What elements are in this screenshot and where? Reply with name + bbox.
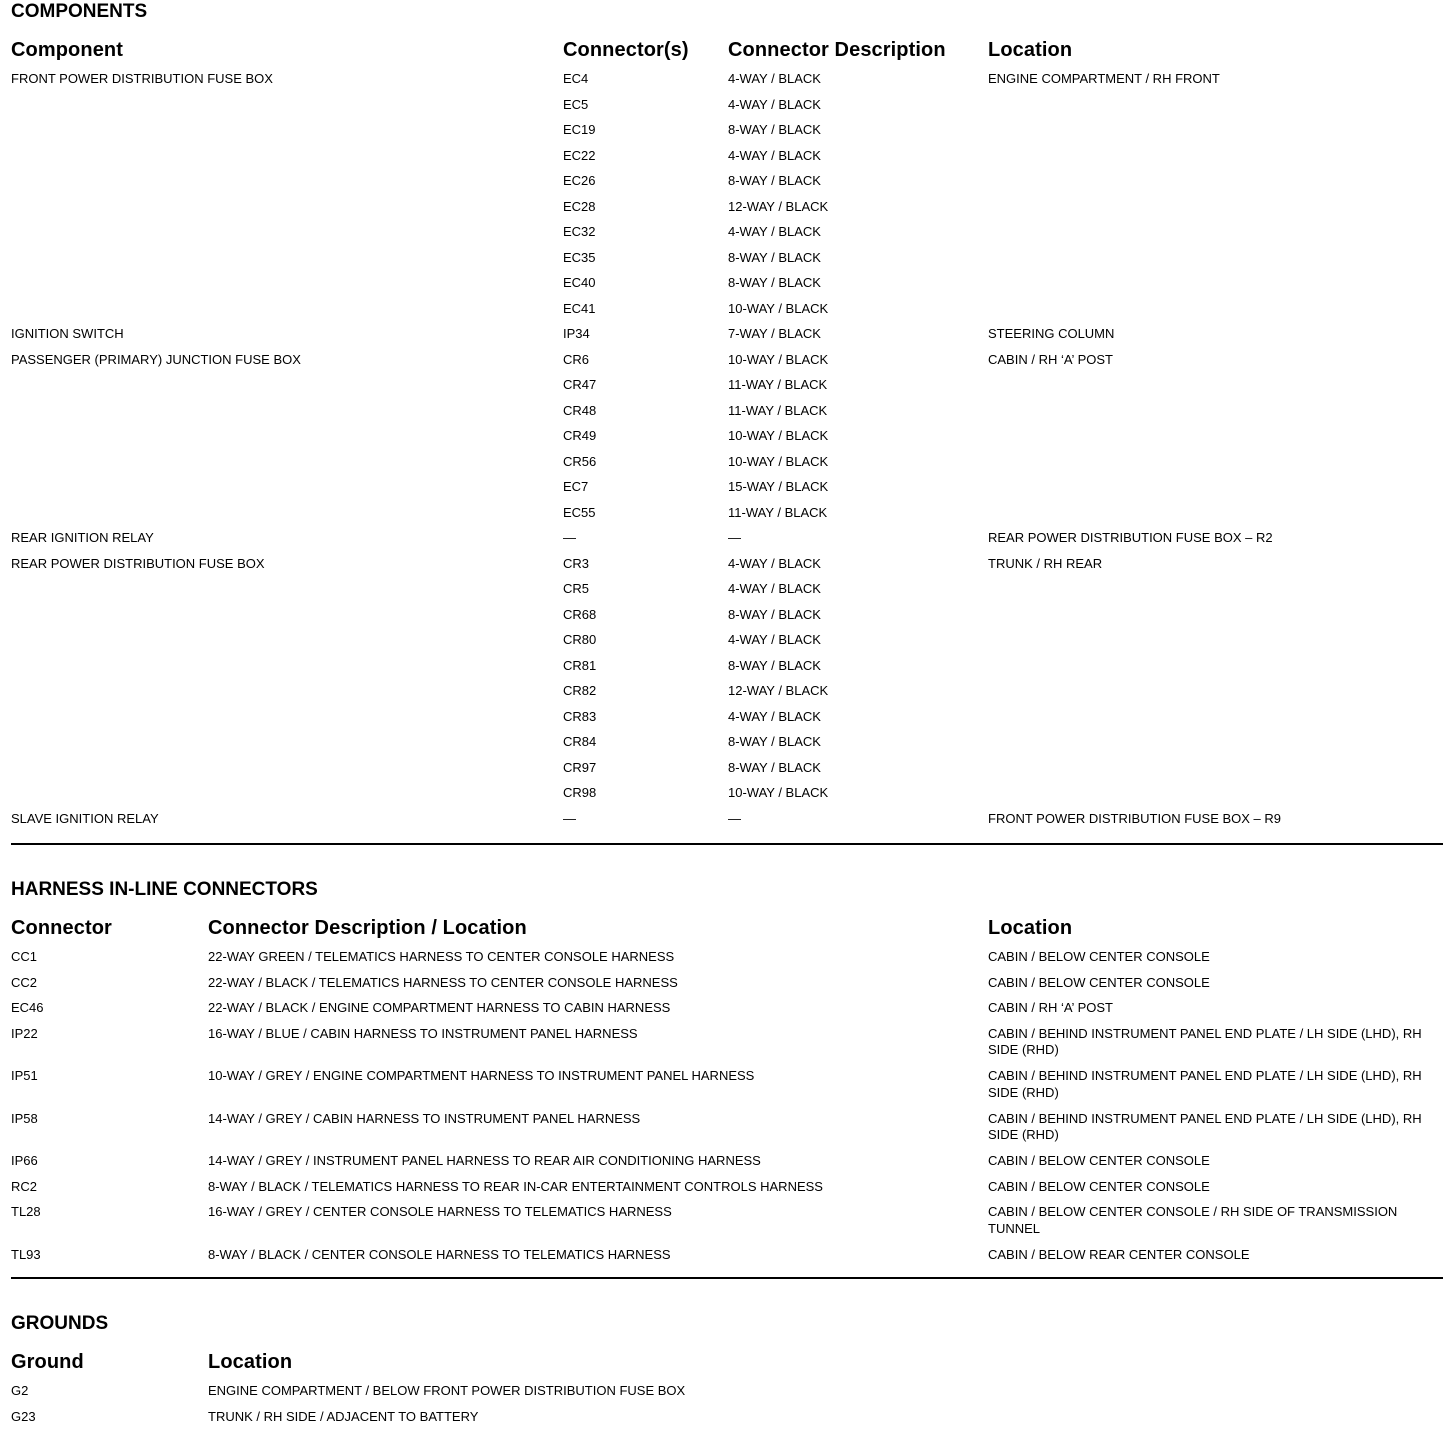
table-row [11,97,1443,123]
connector-id-cell: CR80 [563,632,597,647]
harness-title: HARNESS IN-LINE CONNECTORS [11,879,318,900]
connector-description-cell: 22-WAY / BLACK / TELEMATICS HARNESS TO CENTER CONSOLE HARNESS [208,974,678,990]
connector-id-cell: EC4 [563,71,589,86]
connector-description-cell: 4-WAY / BLACK [728,71,821,86]
table-row [11,1026,1443,1069]
components-header-connector-description: Connector Description [728,39,946,61]
connector-id-cell: — [563,530,576,545]
components-section [11,1,1443,836]
connector-description-cell: 8-WAY / BLACK [728,122,821,137]
grounds-section [11,1313,1443,1434]
connector-description-cell: 8-WAY / BLACK [728,657,821,673]
connector-id-cell: EC32 [563,224,596,239]
table-row [11,1179,1443,1205]
table-row [11,403,1443,429]
table-row [11,658,1443,684]
components-header-connectors: Connector(s) [563,39,689,61]
connector-id-cell: EC22 [563,147,596,163]
table-row [11,352,1443,378]
location-cell: CABIN / BEHIND INSTRUMENT PANEL END PLATE / LH SIDE (LHD), RH SIDE (RHD) [988,1068,1422,1100]
connector-id-cell: EC35 [563,249,596,265]
component-name-cell: FRONT POWER DISTRIBUTION FUSE BOX [11,71,273,86]
harness-header-connector: Connector [11,917,112,939]
table-row [11,301,1443,327]
table-row [11,760,1443,786]
location-cell: TRUNK / RH SIDE / ADJACENT TO BATTERY [208,1408,479,1424]
connector-description-cell: 7-WAY / BLACK [728,326,821,341]
connector-description-cell: 11-WAY / BLACK [728,402,828,418]
connector-description-cell: 10-WAY / BLACK [728,300,829,316]
grounds-header-ground: Ground [11,1351,84,1373]
connector-description-cell: 4-WAY / BLACK [728,708,821,724]
table-row [11,632,1443,658]
connector-id-cell: EC46 [11,1000,44,1015]
connector-id-cell: IP22 [11,1025,38,1041]
harness-section [11,879,1443,1272]
components-header-location: Location [988,39,1073,61]
connector-description-cell: 16-WAY / BLUE / CABIN HARNESS TO INSTRUMENT PANEL HARNESS [208,1025,638,1041]
table-row [11,975,1443,1001]
location-cell: REAR POWER DISTRIBUTION FUSE BOX – R2 [988,530,1273,545]
connector-description-cell: 8-WAY / BLACK [728,249,821,265]
table-row [11,454,1443,480]
component-name-cell: REAR IGNITION RELAY [11,530,154,545]
table-row [11,71,1443,97]
table-row [11,250,1443,276]
connector-id-cell: CR56 [563,453,597,469]
component-name-cell: IGNITION SWITCH [11,326,124,341]
connector-id-cell: — [563,810,576,826]
location-cell: CABIN / BEHIND INSTRUMENT PANEL END PLATE / LH SIDE (LHD), RH SIDE (RHD) [988,1110,1422,1142]
table-row [11,1383,1443,1409]
location-cell: TRUNK / RH REAR [988,555,1103,571]
connector-description-cell: 8-WAY / BLACK / TELEMATICS HARNESS TO REAR IN-CAR ENTERTAINMENT CONTROLS HARNESS [208,1178,823,1194]
table-row [11,224,1443,250]
table-row [11,683,1443,709]
connector-id-cell: EC19 [563,122,596,137]
connector-id-cell: CR3 [563,555,590,571]
component-name-cell: SLAVE IGNITION RELAY [11,810,159,826]
connector-description-cell: 4-WAY / BLACK [728,96,821,112]
location-cell: ENGINE COMPARTMENT / BELOW FRONT POWER DISTRIBUTION FUSE BOX [208,1383,686,1398]
table-row [11,607,1443,633]
connector-id-cell: EC7 [563,479,589,494]
components-table [11,71,1443,836]
connector-id-cell: EC5 [563,96,589,112]
ground-id-cell: G2 [11,1383,29,1398]
location-cell: CABIN / BELOW CENTER CONSOLE [988,1178,1210,1194]
table-row [11,530,1443,556]
grounds-header-row [11,1350,1443,1374]
components-header-component: Component [11,39,123,61]
connector-description-cell: 15-WAY / BLACK [728,479,829,494]
table-row [11,479,1443,505]
connector-description-cell: 11-WAY / BLACK [728,504,828,520]
connector-id-cell: CR5 [563,581,590,596]
table-row [11,377,1443,403]
connector-id-cell: CR84 [563,734,597,749]
connector-description-cell: 8-WAY / BLACK [728,734,821,749]
connector-id-cell: CC1 [11,949,38,964]
section-divider [11,1277,1443,1279]
connector-id-cell: EC26 [563,173,596,188]
connector-id-cell: CR47 [563,377,597,392]
component-name-cell: REAR POWER DISTRIBUTION FUSE BOX [11,555,265,571]
table-row [11,581,1443,607]
table-row [11,1153,1443,1179]
connector-description-cell: 12-WAY / BLACK [728,683,829,698]
connector-id-cell: CR83 [563,708,597,724]
table-row [11,275,1443,301]
connector-id-cell: EC41 [563,300,596,316]
connector-id-cell: IP51 [11,1068,38,1083]
connector-description-cell: 12-WAY / BLACK [728,198,829,214]
connector-id-cell: CR97 [563,759,597,775]
table-row [11,199,1443,225]
table-row [11,709,1443,735]
connector-id-cell: RC2 [11,1178,38,1194]
grounds-title: GROUNDS [11,1313,109,1334]
connector-id-cell: CR68 [563,606,597,622]
table-row [11,556,1443,582]
connector-description-cell: 10-WAY / BLACK [728,785,829,800]
connector-description-cell: 4-WAY / BLACK [728,147,821,163]
location-cell: CABIN / BELOW CENTER CONSOLE / RH SIDE OF TRANSMISSION TUNNEL [988,1204,1398,1236]
connector-id-cell: CC2 [11,974,38,990]
location-cell: CABIN / RH ‘A’ POST [988,351,1113,367]
connector-description-cell: 8-WAY / BLACK [728,759,821,775]
components-title: COMPONENTS [11,1,148,22]
connector-description-cell: 4-WAY / BLACK [728,581,821,596]
location-cell: FRONT POWER DISTRIBUTION FUSE BOX – R9 [988,810,1282,826]
location-cell: CABIN / BELOW CENTER CONSOLE [988,974,1210,990]
connector-description-cell: — [728,530,741,545]
location-cell: CABIN / BELOW CENTER CONSOLE [988,1153,1210,1168]
table-row [11,811,1443,837]
table-row [11,1000,1443,1026]
connector-description-cell: 14-WAY / GREY / CABIN HARNESS TO INSTRUMENT PANEL HARNESS [208,1110,641,1126]
location-cell: ENGINE COMPARTMENT / RH FRONT [988,71,1220,86]
harness-header-location: Location [988,917,1073,939]
table-row [11,1409,1443,1435]
connector-id-cell: IP34 [563,326,590,341]
connector-description-cell: 8-WAY / BLACK [728,173,821,188]
components-header-row [11,38,1443,62]
connector-id-cell: IP66 [11,1153,38,1168]
connector-description-cell: 4-WAY / BLACK [728,632,821,647]
connector-id-cell: CR81 [563,657,597,673]
table-row [11,428,1443,454]
location-cell: CABIN / RH ‘A’ POST [988,1000,1113,1015]
connector-description-cell: 11-WAY / BLACK [728,377,828,392]
table-row [11,326,1443,352]
table-row [11,1068,1443,1111]
location-cell: CABIN / BELOW CENTER CONSOLE [988,949,1210,964]
connector-id-cell: CR82 [563,683,597,698]
harness-table [11,949,1443,1272]
ground-id-cell: G23 [11,1408,36,1424]
connector-id-cell: TL93 [11,1246,41,1262]
grounds-table [11,1383,1443,1434]
connector-id-cell: IP58 [11,1110,38,1126]
table-row [11,1204,1443,1247]
connector-id-cell: EC28 [563,198,596,214]
connector-description-cell: 10-WAY / GREY / ENGINE COMPARTMENT HARNESS TO INSTRUMENT PANEL HARNESS [208,1068,755,1083]
connector-id-cell: CR6 [563,351,590,367]
connector-id-cell: CR98 [563,785,597,800]
connector-id-cell: EC40 [563,275,596,290]
table-row [11,122,1443,148]
connector-description-cell: 8-WAY / BLACK / CENTER CONSOLE HARNESS TO TELEMATICS HARNESS [208,1246,671,1262]
table-row [11,734,1443,760]
grounds-header-location: Location [208,1351,293,1373]
connector-description-cell: 16-WAY / GREY / CENTER CONSOLE HARNESS TO TELEMATICS HARNESS [208,1204,672,1219]
connector-id-cell: EC55 [563,504,596,520]
harness-header-row [11,916,1443,940]
connector-description-cell: 10-WAY / BLACK [728,453,829,469]
connector-description-cell: 10-WAY / BLACK [728,428,829,443]
location-cell: CABIN / BEHIND INSTRUMENT PANEL END PLATE / LH SIDE (LHD), RH SIDE (RHD) [988,1025,1422,1057]
connector-id-cell: TL28 [11,1204,41,1219]
location-cell: CABIN / BELOW REAR CENTER CONSOLE [988,1246,1250,1262]
table-row [11,785,1443,811]
connector-description-cell: 4-WAY / BLACK [728,555,821,571]
section-divider [11,843,1443,845]
table-row [11,949,1443,975]
connector-description-cell: 22-WAY GREEN / TELEMATICS HARNESS TO CENTER CONSOLE HARNESS [208,949,675,964]
table-row [11,1111,1443,1154]
location-cell: STEERING COLUMN [988,326,1115,341]
connector-id-cell: CR48 [563,402,597,418]
connector-description-cell: 4-WAY / BLACK [728,224,821,239]
harness-header-description: Connector Description / Location [208,917,527,939]
connector-id-cell: CR49 [563,428,597,443]
table-row [11,1247,1443,1273]
connector-description-cell: — [728,810,741,826]
connector-description-cell: 10-WAY / BLACK [728,351,829,367]
component-name-cell: PASSENGER (PRIMARY) JUNCTION FUSE BOX [11,351,301,367]
connector-description-cell: 8-WAY / BLACK [728,606,821,622]
connector-description-cell: 14-WAY / GREY / INSTRUMENT PANEL HARNESS TO REAR AIR CONDITIONING HARNESS [208,1153,761,1168]
connector-description-cell: 22-WAY / BLACK / ENGINE COMPARTMENT HARNESS TO CABIN HARNESS [208,1000,671,1015]
table-row [11,173,1443,199]
table-row [11,148,1443,174]
connector-description-cell: 8-WAY / BLACK [728,275,821,290]
table-row [11,505,1443,531]
